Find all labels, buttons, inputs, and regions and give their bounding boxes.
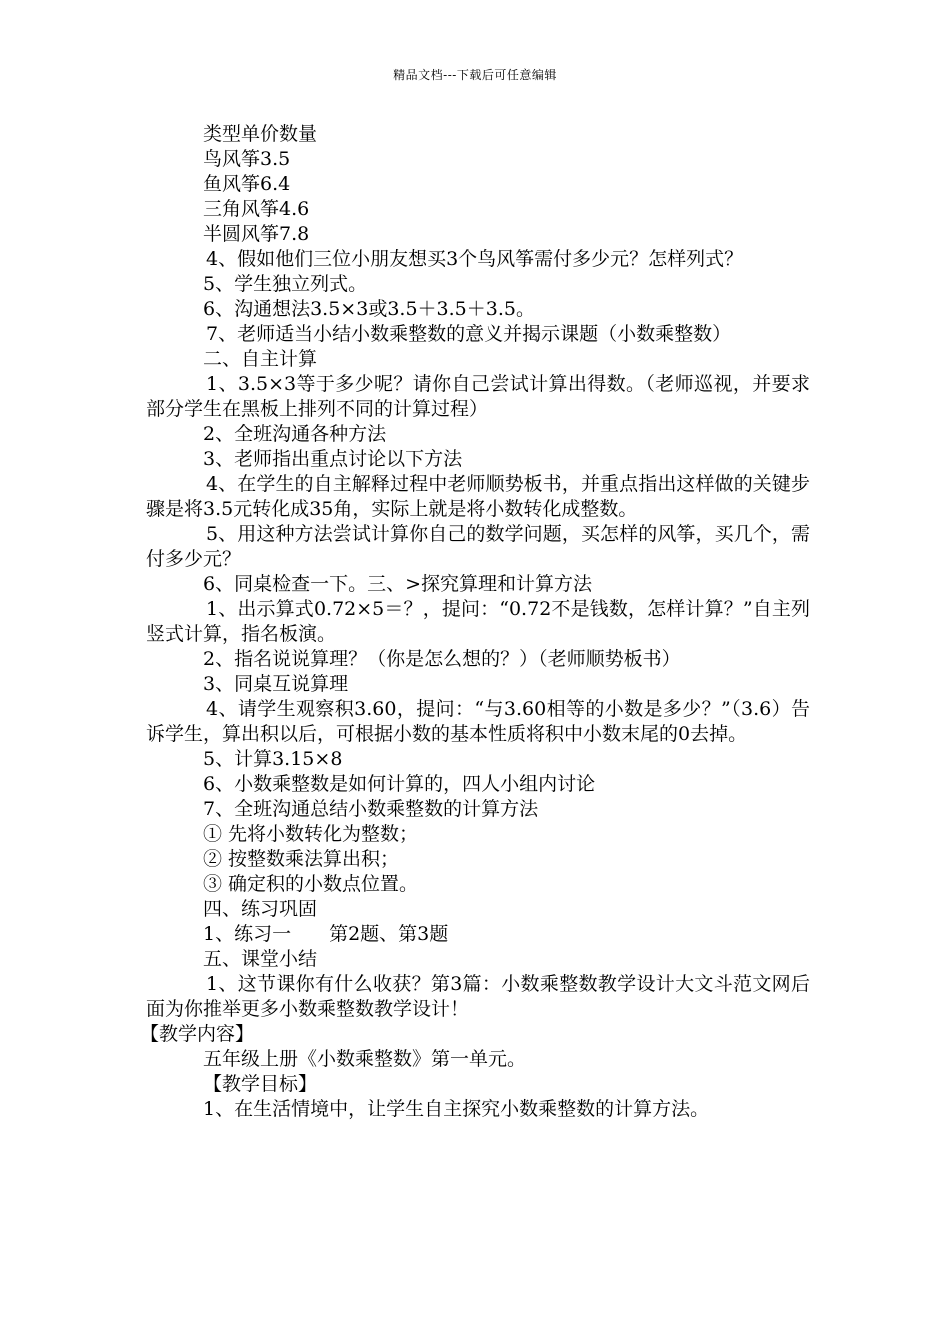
paragraph: 6、小数乘整数是如何计算的，四人小组内讨论 (203, 773, 596, 795)
paragraph: 1、练习一 第2题、第3题 (203, 923, 449, 945)
paragraph: 6、沟通想法3.5×3或3.5＋3.5＋3.5。 (203, 298, 535, 320)
paragraph: ① 先将小数转化为整数； (203, 823, 419, 845)
paragraph: 7、老师适当小结小数乘整数的意义并揭示课题（小数乘整数） (206, 323, 732, 345)
paragraph: 5、计算3.15×8 (203, 748, 343, 770)
paragraph: 【教学目标】 (203, 1073, 318, 1095)
paragraph: ② 按整数乘法算出积； (203, 848, 400, 870)
paragraph: 3、老师指出重点讨论以下方法 (203, 448, 463, 470)
paragraph: 1、这节课你有什么收获？第3篇：小数乘整数教学设计大文斗范文网后面为你推举更多小数乘整数教学设计！ (146, 973, 810, 1020)
paragraph: 类型单价数量 (203, 123, 318, 145)
paragraph: 5、用这种方法尝试计算你自己的数学问题，买怎样的风筝，买几个，需付多少元？ (146, 523, 810, 570)
paragraph: 三角风筝4.6 (203, 198, 310, 220)
paragraph: 7、全班沟通总结小数乘整数的计算方法 (203, 798, 539, 820)
paragraph: 6、同桌检查一下。三、>探究算理和计算方法 (203, 573, 593, 595)
paragraph: 2、全班沟通各种方法 (203, 423, 387, 445)
paragraph: 1、3.5×3等于多少呢？请你自己尝试计算出得数。（老师巡视，并要求部分学生在黑板上排列不同的计算过程） (146, 373, 810, 420)
paragraph: 5、学生独立列式。 (203, 273, 368, 295)
paragraph: 【教学内容】 (140, 1023, 255, 1045)
paragraph: 鱼风筝6.4 (203, 173, 291, 195)
paragraph: 鸟风筝3.5 (203, 148, 291, 170)
paragraph: 4、请学生观察积3.60，提问：“与3.60相等的小数是多少？”（3.6）告诉学生，算出积以后，可根据小数的基本性质将积中小数末尾的0去掉。 (146, 698, 810, 745)
paragraph: 半圆风筝7.8 (203, 223, 310, 245)
paragraph: ③ 确定积的小数点位置。 (203, 873, 419, 895)
paragraph: 五、课堂小结 (203, 948, 318, 970)
paragraph: 4、在学生的自主解释过程中老师顺势板书，并重点指出这样做的关键步骤是将3.5元转化成35角，实际上就是将小数转化成整数。 (146, 473, 810, 520)
paragraph: 四、练习巩固 (203, 898, 318, 920)
page-header: 精品文档---下载后可任意编辑 (393, 68, 557, 82)
paragraph: 3、同桌互说算理 (203, 673, 349, 695)
paragraph: 2、指名说说算理？（你是怎么想的？）（老师顺势板书） (203, 648, 681, 670)
paragraph: 1、在生活情境中，让学生自主探究小数乘整数的计算方法。 (203, 1098, 710, 1120)
paragraph: 1、出示算式0.72×5＝？，提问：“0.72不是钱数，怎样计算？”自主列竖式计算，指名板演。 (146, 598, 810, 645)
paragraph: 五年级上册《小数乘整数》第一单元。 (203, 1048, 527, 1070)
paragraph: 4、假如他们三位小朋友想买3个鸟风筝需付多少元？怎样列式？ (206, 248, 744, 270)
paragraph: 二、自主计算 (203, 348, 318, 370)
document-body (140, 122, 810, 1122)
